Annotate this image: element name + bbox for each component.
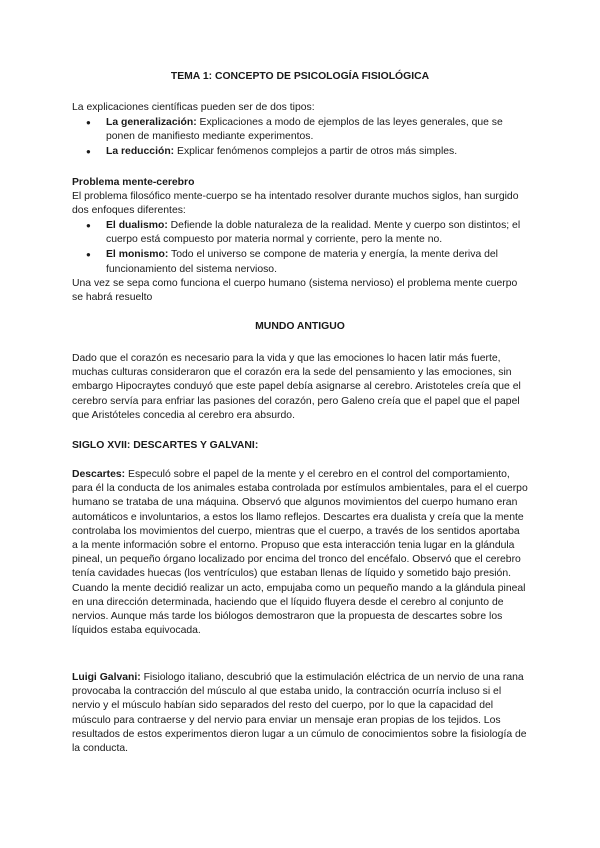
list-item: [80, 219, 528, 247]
term-label: La generalización:: [106, 117, 197, 128]
explanation-types-list: [80, 116, 528, 160]
term-label: La reducción:: [106, 146, 175, 158]
ancient-paragraph: Dado que el corazón es necesario para la vida y que las emociones lo hacen latir más fuerte, muchas culturas consideraron que el corazón era la sede del pensamiento y las emociones, sin embargo Hipocraytes conduyó que este papel debía asignarse al cerebro. Aristoteles creía que el cerebro servía para enfriar las pasiones del corazón, pero Galeno creía que el papel que el papel que Aristóteles concedia al cerebro era absurdo.: [72, 353, 521, 421]
mind-body-approaches-list: [80, 219, 528, 277]
intro-paragraph: La explicaciones científicas pueden ser de dos tipos:: [72, 102, 315, 113]
term-label: El monismo:: [106, 249, 169, 261]
list-item: [80, 248, 528, 276]
document-title: TEMA 1: CONCEPTO DE PSICOLOGÍA FISIOLÓGICA: [170, 71, 430, 82]
c17-heading: SIGLO XVII: DESCARTES Y GALVANI:: [72, 440, 259, 451]
list-item: [80, 116, 528, 144]
term-description: Explicar fenómenos complejos a partir de otros más simples.: [174, 146, 458, 158]
galvani-text: Fisiologo italiano, descubrió que la estimulación eléctrica de un nervio de una rana provocaba la contracción del músculo al que estaba unido, la contracción ocurría incluso si el nervio y el músculo habían sido separados del resto del cuerpo, por lo que la capacidad del músculo para contraerse y del nervio para enviar un mensaje eran propias de los tejidos. Los resultados de estos experimentos dieron lugar a un cúmulo de conocimientos sobre la fisiología de la conducta.: [72, 672, 527, 755]
term-description: Explicaciones a modo de ejemplos de las leyes generales, que se ponen de manifiesto mediante experimentos.: [106, 117, 503, 143]
galvani-label: Luigi Galvani:: [72, 672, 141, 683]
descartes-text: Especuló sobre el papel de la mente y el cerebro en el control del comportamiento, para él la conducta de los animales estaba controlada por estímulos ambientales, para el el cuerpo humano se trataba de una máquina. Observó que algunos movimientos del cuerpo humano eran automáticos e involuntarios, a estos los llamo reflejos. Descartes era dualista y creía que la mente controlaba los movimientos del cuerpo, mientras que el cuerpo, a través de los sentidos aportaba a la mente información sobre el entorno. Propuso que esta interacción tenia lugar en la glándula pineal, un pequeño órgano localizado por encima del tronco del encéfalo. Observó que el cerebro tenía cavidades huecas (los ventrículos) que estaban llenas de líquido y sometido bajo presión. Cuando la mente decidió realizar un acto, empujaba como un pequeño mando a la glándula pineal en una dirección determinada, haciendo que el líquido fluyera desde el cerebro al conjunto de nervios. Aunque más tarde los biólogos demostraron que la propuesta de descartes sobre los líquidos estaba equivocada.: [72, 469, 528, 637]
ancient-heading: MUNDO ANTIGUO: [255, 321, 345, 332]
term-description: Todo el universo se compone de materia y energía, la mente deriva del funcionamiento del sistema nervioso.: [106, 249, 498, 275]
term-label: El dualismo:: [106, 220, 168, 231]
mind-body-heading: Problema mente-cerebro: [72, 177, 195, 188]
list-item: [80, 145, 528, 159]
galvani-paragraph: [72, 671, 528, 756]
descartes-label: Descartes:: [72, 469, 126, 480]
descartes-paragraph: [72, 468, 528, 638]
mind-body-intro: El problema filosófico mente-cuerpo se ha intentado resolver durante muchos siglos, han surgido dos enfoques diferentes:: [72, 191, 519, 217]
mind-body-closing: Una vez se sepa como funciona el cuerpo humano (sistema nervioso) el problema mente cuerpo se habrá resuelto: [72, 278, 518, 304]
term-description: Defiende la doble naturaleza de la realidad. Mente y cuerpo son distintos; el cuerpo está compuesto por materia normal y corriente, pero la mente no.: [106, 220, 521, 246]
